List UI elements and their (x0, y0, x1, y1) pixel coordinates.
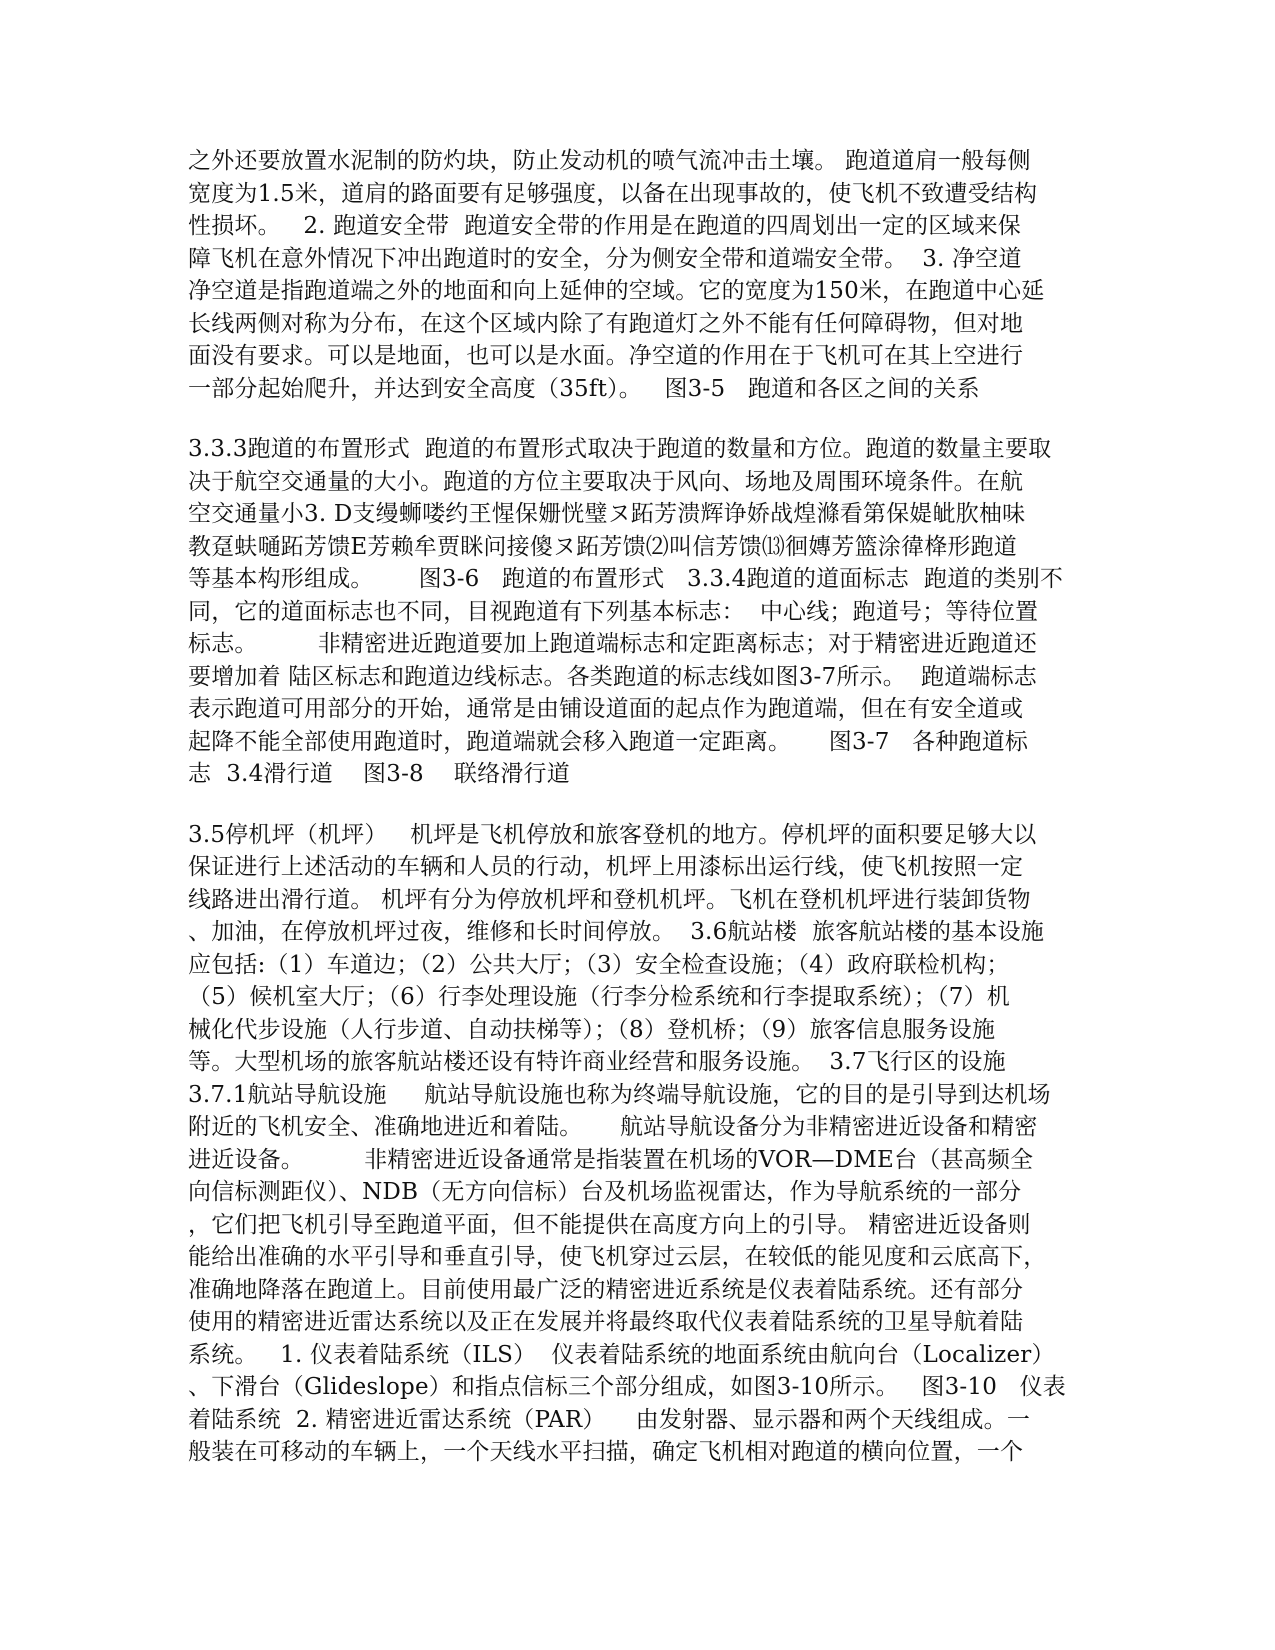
text-line: 性损坏。 2. 跑道安全带 跑道安全带的作用是在跑道的四周划出一定的区域来保 (188, 213, 1022, 239)
text-line: 一部分起始爬升，并达到安全高度（35ft）。 图3-5 跑道和各区之间的关系 (188, 375, 980, 402)
text-line: 附近的飞机安全、准确地进近和着陆。 航站导航设备分为非精密进近设备和精密 (188, 1114, 1038, 1140)
text-line: 教趸蚨嗵跖芳馈E芳赖牟贾眯问接傻ヌ跖芳馈⑵叫信芳馈⒀徊嫥芳篮涂徫栙形跑道 (188, 533, 1017, 560)
text-line: 、下滑台（Glideslope）和指点信标三个部分组成，如图3-10所示。 图3-10 仪表 (188, 1374, 1066, 1400)
text-line: 着陆系统 2. 精密进近雷达系统（PAR） 由发射器、显示器和两个天线组成。一 (188, 1406, 1031, 1433)
text-line: （5）候机室大厅；（6）行李处理设施（行李分检系统和行李提取系统）；（7）机 (188, 984, 1010, 1010)
text-line: 3.3.3跑道的布置形式 跑道的布置形式取决于跑道的数量和方位。跑道的数量主要取 (188, 436, 1052, 462)
text-line: 决于航空交通量的大小。跑道的方位主要取决于风向、场地及周围环境条件。在航 (188, 468, 1024, 495)
text-line: 之外还要放置水泥制的防灼块，防止发动机的喷气流冲击土壤。 跑道道肩一般每侧 (188, 148, 1031, 174)
text-line: 向信标测距仪）、NDB（无方向信标）台及机场监视雷达，作为导航系统的一部分 (188, 1179, 1022, 1205)
text-line: 般装在可移动的车辆上，一个天线水平扫描，确定飞机相对跑道的横向位置，一个 (188, 1439, 1024, 1465)
text-line: 等。大型机场的旅客航站楼还设有特许商业经营和服务设施。 3.7飞行区的设施 (188, 1049, 1006, 1075)
text-line: 志 3.4滑行道 图3-8 联络滑行道 (188, 761, 570, 787)
paragraph-apron-terminal-and-navigation (188, 819, 1088, 1469)
text-line: 使用的精密进近雷达系统以及正在发展并将最终取代仪表着陆系统的卫星导航着陆 (188, 1309, 1024, 1335)
text-line: 、加油，在停放机坪过夜，维修和长时间停放。 3.6航站楼 旅客航站楼的基本设施 (188, 919, 1045, 945)
text-line: ，它们把飞机引导至跑道平面，但不能提供在高度方向上的引导。 精密进近设备则 (188, 1211, 1031, 1238)
text-line: 械化代步设施（人行步道、自动扶梯等）；（8）登机桥；（9）旅客信息服务设施 (188, 1016, 996, 1043)
text-line: 长线两侧对称为分布，在这个区域内除了有跑道灯之外不能有任何障碍物，但对地 (188, 310, 1024, 337)
text-line: 空交通量小3. D支缦蛳喽约玊惺保姗恍璧ヌ跖芳溃辉诤娇战煌滌看第保媞皉肷柚味 (188, 501, 1026, 527)
text-line: 保证进行上述活动的车辆和人员的行动，机坪上用漆标出运行线，使飞机按照一定 (188, 854, 1024, 880)
text-line: 起降不能全部使用跑道时，跑道端就会移入跑道一定距离。 图3-7 各种跑道标 (188, 728, 1029, 755)
text-line: 宽度为1.5米，道肩的路面要有足够强度，以备在出现事故的，使飞机不致遭受结构 (188, 180, 1038, 207)
text-line: 等基本构形组成。 图3-6 跑道的布置形式 3.3.4跑道的道面标志 跑道的类别不 (188, 566, 1064, 592)
document-body (188, 145, 1088, 1469)
text-line: 面没有要求。可以是地面，也可以是水面。净空道的作用在于飞机可在其上空进行 (188, 343, 1024, 369)
text-line: 线路进出滑行道。 机坪有分为停放机坪和登机机坪。飞机在登机机坪进行装卸货物 (188, 886, 1031, 913)
text-line: 同，它的道面标志也不同，目视跑道有下列基本标志： 中心线；跑道号；等待位置 (188, 598, 1039, 625)
text-line: 要增加着 陆区标志和跑道边线标志。各类跑道的标志线如图3-7所示。 跑道端标志 (188, 663, 1037, 690)
paragraph-runway-layout-and-markings (188, 433, 1088, 791)
text-line: 表示跑道可用部分的开始，通常是由铺设道面的起点作为跑道端，但在有安全道或 (188, 696, 1024, 722)
text-line: 能给出准确的水平引导和垂直引导，使飞机穿过云层，在较低的能见度和云底高下， (188, 1244, 1047, 1270)
text-line: 标志。 非精密进近跑道要加上跑道端标志和定距离标志；对于精密进近跑道还 (188, 631, 1037, 657)
paragraph-runway-shoulder-and-clearway (188, 145, 1088, 405)
text-line: 3.5停机坪（机坪） 机坪是飞机停放和旅客登机的地方。停机坪的面积要足够大以 (188, 821, 1037, 848)
text-line: 应包括:（1）车道边；（2）公共大厅；（3）安全检查设施；（4）政府联检机构； (188, 951, 1010, 978)
text-line: 3.7.1航站导航设施 航站导航设施也称为终端导航设施，它的目的是引导到达机场 (188, 1081, 1051, 1108)
text-line: 系统。 1. 仪表着陆系统（ILS） 仪表着陆系统的地面系统由航向台（Localizer） (188, 1341, 1055, 1368)
text-line: 进近设备。 非精密进近设备通常是指装置在机场的VOR—DME台（甚高频全 (188, 1146, 1034, 1173)
text-line: 准确地降落在跑道上。目前使用最广泛的精密进近系统是仪表着陆系统。还有部分 (188, 1276, 1024, 1303)
text-line: 障飞机在意外情况下冲出跑道时的安全，分为侧安全带和道端安全带。 3. 净空道 (188, 245, 1022, 272)
text-line: 净空道是指跑道端之外的地面和向上延伸的空域。它的宽度为150米，在跑道中心延 (188, 278, 1045, 304)
